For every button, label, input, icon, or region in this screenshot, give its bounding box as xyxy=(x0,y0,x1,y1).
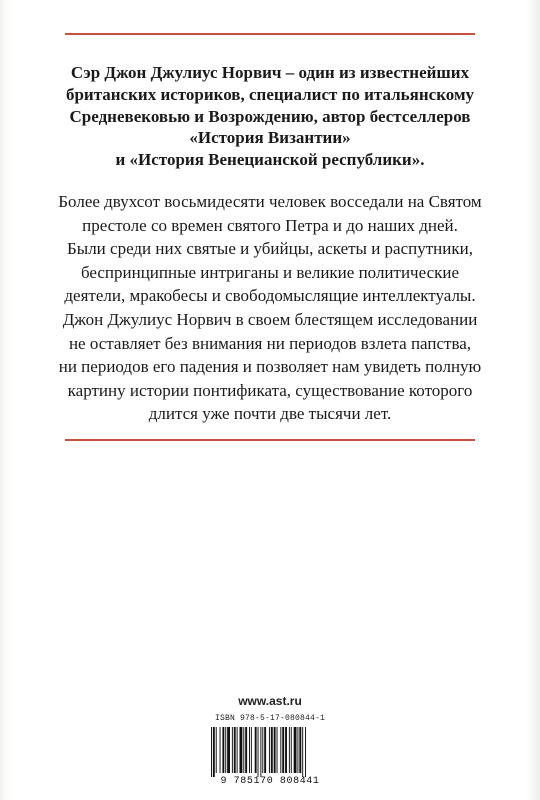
description-line: ни периодов его падения и позволяет нам увидеть полную xyxy=(58,357,482,377)
description-line: деятели, мракобесы и свободомыслящие интеллектуалы. xyxy=(64,286,476,306)
bio-line: и «История Венецианской республики». xyxy=(115,150,425,170)
bio-line: британских историков, специалист по итальянскому xyxy=(65,84,475,104)
description-line: престоле со времен святого Петра и до наших дней. xyxy=(82,215,458,235)
barcode-bar xyxy=(220,727,221,773)
barcode-bar xyxy=(299,727,301,773)
barcode-bar xyxy=(264,727,266,773)
top-divider-line xyxy=(65,33,475,35)
barcode-bar xyxy=(282,727,284,773)
barcode-bar xyxy=(240,727,243,773)
author-bio xyxy=(40,62,500,171)
barcode-bar xyxy=(225,727,226,773)
barcode-bar xyxy=(289,727,290,773)
bio-line: «История Византии» xyxy=(189,128,351,148)
bio-line: Сэр Джон Джулиус Норвич – один из известнейших xyxy=(70,63,470,82)
bottom-divider-line xyxy=(65,439,475,441)
bio-line: Средневековью и Возрождению, автор бестселлеров xyxy=(69,106,471,126)
barcode-bar xyxy=(222,727,224,773)
barcode-bar xyxy=(249,727,250,773)
barcode-bar xyxy=(243,727,244,773)
isbn-number: ISBN 978-5-17-080844-1 xyxy=(214,714,326,723)
barcode-bar xyxy=(297,727,298,773)
barcode-bar xyxy=(245,727,247,773)
barcode-image xyxy=(210,727,334,777)
barcode-bar xyxy=(232,727,233,773)
barcode-bar xyxy=(280,727,281,773)
barcode-bar xyxy=(251,727,252,773)
publisher-website: www.ast.ru xyxy=(238,694,302,708)
barcode-bar xyxy=(213,727,215,777)
barcode-bar xyxy=(294,727,297,773)
barcode-bar xyxy=(305,727,306,777)
barcode-bar xyxy=(271,727,273,773)
description-line: не оставляет без внимания ни периодов взлета папства, xyxy=(68,333,472,353)
barcode-bar xyxy=(274,727,276,773)
description-line: Джон Джулиус Норвич в своем блестящем исследовании xyxy=(62,309,478,329)
description-line: картину истории понтификата, существование которого xyxy=(67,380,473,400)
barcode-bar xyxy=(285,727,287,773)
barcode-bar xyxy=(234,727,236,773)
description-line: Более двухсот восьмидесяти человек восседали на Святом xyxy=(58,192,482,211)
barcode-bar xyxy=(211,727,212,777)
barcode-bar xyxy=(277,727,278,773)
description-line: Были среди них святые и убийцы, аскеты и распутники, xyxy=(67,239,473,259)
barcode-bar xyxy=(216,727,217,773)
description-line: длится уже почти две тысячи лет. xyxy=(148,404,392,424)
barcode-bar xyxy=(227,727,230,773)
barcode-bar xyxy=(258,727,259,777)
barcode-bar xyxy=(237,727,238,773)
barcode-bar xyxy=(255,727,257,773)
barcode-bar xyxy=(291,727,292,773)
description-line: беспринципные интриганы и великие политические xyxy=(80,262,460,282)
barcode-bar xyxy=(262,727,263,773)
barcode-bar xyxy=(302,727,303,777)
book-description xyxy=(40,190,500,426)
barcode-digits: 9 785170 808441 xyxy=(220,776,320,787)
barcode-bar xyxy=(269,727,270,773)
barcode-bar xyxy=(260,727,261,777)
